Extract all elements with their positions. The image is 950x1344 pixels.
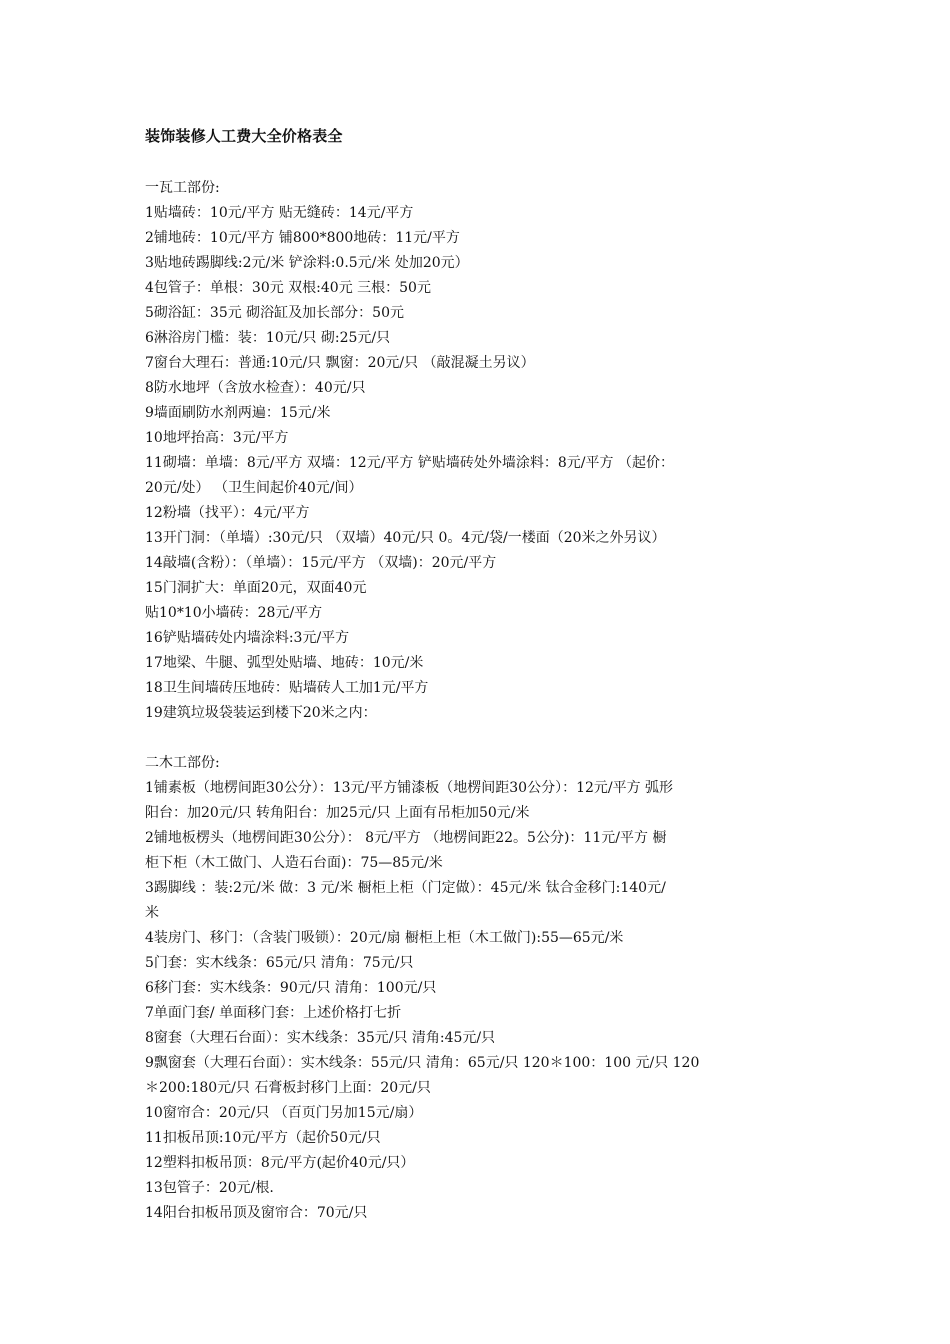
section-heading: 二木工部份: bbox=[145, 755, 220, 771]
price-line: 柜下柜（木工做门、人造石台面)：75—85元/米 bbox=[145, 855, 443, 871]
price-line: 9墙面刷防水剂两遍：15元/米 bbox=[145, 405, 331, 421]
document-title: 装饰装修人工费大全价格表全 bbox=[145, 127, 343, 145]
section-tile-work bbox=[145, 176, 815, 726]
price-line: 8窗套（大理石台面）：实木线条：35元/只 清角:45元/只 bbox=[145, 1030, 496, 1046]
price-line: 13包管子：20元/根. bbox=[145, 1180, 274, 1196]
price-line: 17地梁、牛腿、弧型处贴墙、地砖：10元/米 bbox=[145, 655, 424, 671]
price-line: 7窗台大理石：普通:10元/只 飘窗：20元/只 （敲混凝土另议） bbox=[145, 355, 535, 371]
price-line: 12粉墙（找平）：4元/平方 bbox=[145, 505, 310, 521]
price-line: 米 bbox=[145, 905, 159, 921]
price-line: 1贴墙砖：10元/平方 贴无缝砖：14元/平方 bbox=[145, 205, 414, 221]
price-line: 15门洞扩大：单面20元，双面40元 bbox=[145, 580, 367, 596]
document-page bbox=[145, 126, 815, 1226]
price-line: 5砌浴缸：35元 砌浴缸及加长部分：50元 bbox=[145, 305, 404, 321]
price-line: 9飘窗套（大理石台面）：实木线条：55元/只 清角：65元/只 120＊100：100 元/只 120 bbox=[145, 1055, 700, 1071]
price-line: 14敲墙(含粉）：（单墙）：15元/平方 （双墙)：20元/平方 bbox=[145, 555, 497, 571]
price-line: 7单面门套/ 单面移门套：上述价格打七折 bbox=[145, 1005, 402, 1021]
section-carpentry-work bbox=[145, 751, 815, 1226]
price-line: 6移门套：实木线条：90元/只 清角：100元/只 bbox=[145, 980, 437, 996]
section-gap bbox=[145, 726, 815, 751]
price-line: 20元/处） （卫生间起价40元/间） bbox=[145, 480, 363, 496]
price-line: 4装房门、移门：（含装门吸锁）：20元/扇 橱柜上柜（木工做门):55—65元/米 bbox=[145, 930, 624, 946]
price-line: 1铺素板（地楞间距30公分）：13元/平方铺漆板（地楞间距30公分）：12元/平方 弧形 bbox=[145, 780, 674, 796]
price-line: 10窗帘合：20元/只 （百页门另加15元/扇） bbox=[145, 1105, 423, 1121]
price-line: 19建筑垃圾袋装运到楼下20米之内： bbox=[145, 705, 377, 721]
price-line: 贴10*10小墙砖：28元/平方 bbox=[145, 605, 323, 621]
price-line: 3踢脚线 ：装:2元/米 做：3 元/米 橱柜上柜（门定做）：45元/米 钛合金移门:140元/ bbox=[145, 880, 666, 896]
price-line: 8防水地坪（含放水检查）：40元/只 bbox=[145, 380, 366, 396]
price-line: 5门套：实木线条：65元/只 清角：75元/只 bbox=[145, 955, 414, 971]
price-line: 16铲贴墙砖处内墙涂料:3元/平方 bbox=[145, 630, 350, 646]
price-line: 11砌墙：单墙：8元/平方 双墙：12元/平方 铲贴墙砖处外墙涂料：8元/平方 （起价： bbox=[145, 455, 674, 471]
price-line: 6淋浴房门槛：装：10元/只 砌:25元/只 bbox=[145, 330, 391, 346]
price-line: 14阳台扣板吊顶及窗帘合：70元/只 bbox=[145, 1205, 368, 1221]
price-line: 13开门洞：（单墙）:30元/只 （双墙）40元/只 0。4元/袋/一楼面（20米之外另议） bbox=[145, 530, 666, 546]
price-line: 18卫生间墙砖压地砖：贴墙砖人工加1元/平方 bbox=[145, 680, 429, 696]
price-line: ＊200:180元/只 石膏板封移门上面：20元/只 bbox=[145, 1080, 431, 1096]
section-heading: 一瓦工部份: bbox=[145, 180, 220, 196]
price-line: 10地坪抬高：3元/平方 bbox=[145, 430, 289, 446]
price-line: 11扣板吊顶:10元/平方（起价50元/只 bbox=[145, 1130, 381, 1146]
price-line: 12塑料扣板吊顶：8元/平方(起价40元/只） bbox=[145, 1155, 415, 1171]
price-line: 阳台：加20元/只 转角阳台：加25元/只 上面有吊柜加50元/米 bbox=[145, 805, 530, 821]
price-line: 2铺地砖：10元/平方 铺800*800地砖：11元/平方 bbox=[145, 230, 460, 246]
price-line: 3贴地砖踢脚线:2元/米 铲涂料:0.5元/米 处加20元） bbox=[145, 255, 469, 271]
price-line: 4包管子：单根：30元 双根:40元 三根：50元 bbox=[145, 280, 431, 296]
price-line: 2铺地板楞头（地楞间距30公分）： 8元/平方 （地楞间距22。5公分)：11元/平方 橱 bbox=[145, 830, 667, 846]
